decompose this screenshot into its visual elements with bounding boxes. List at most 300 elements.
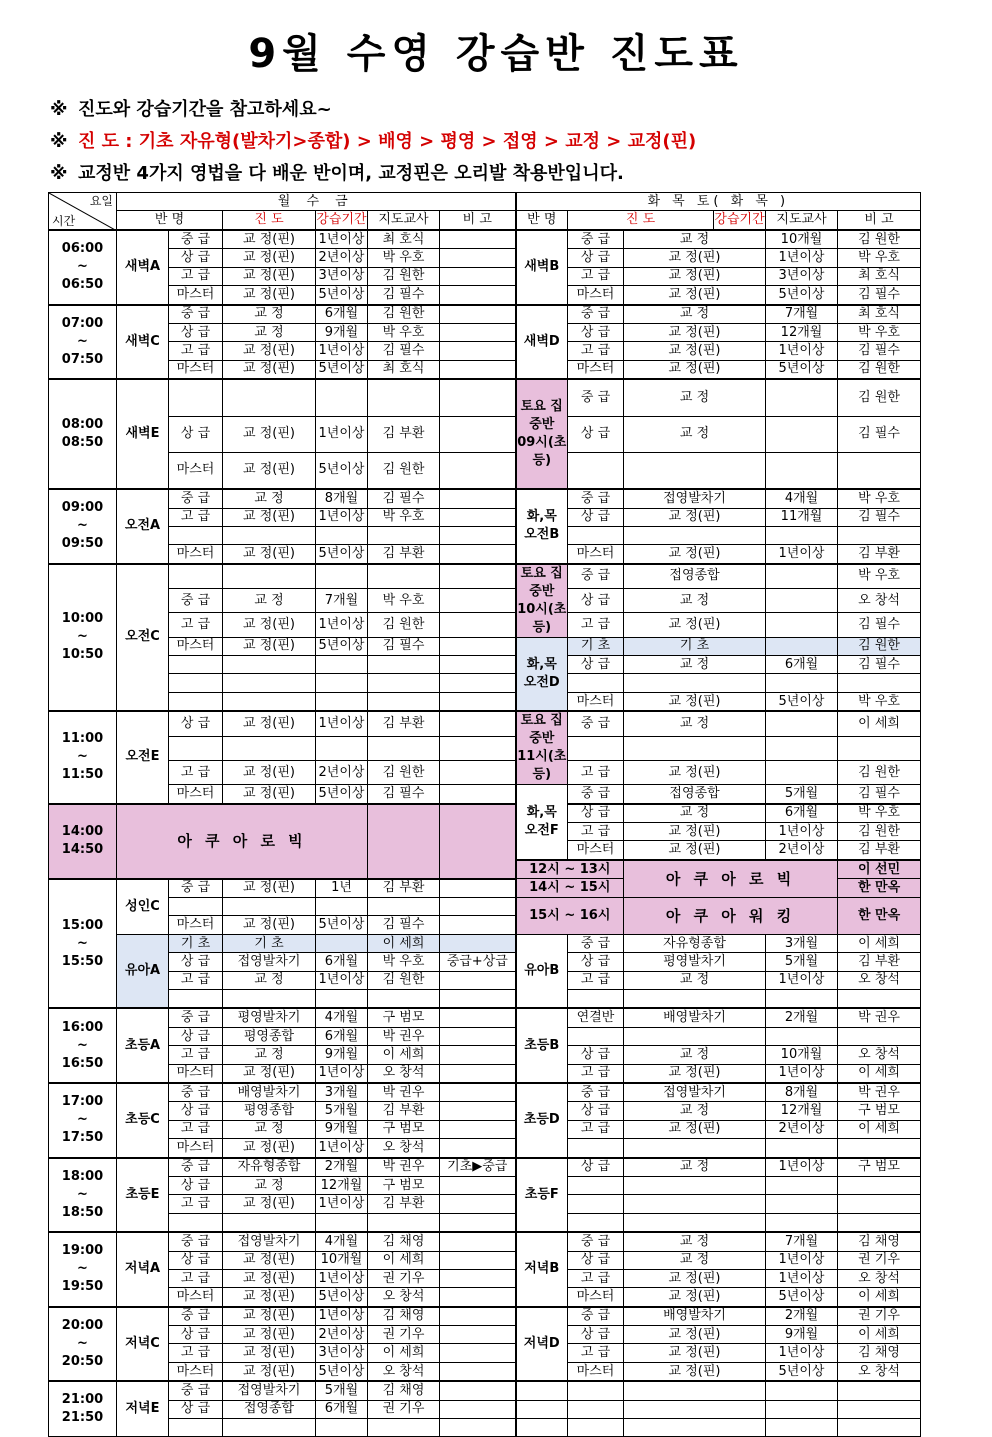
left-progress: 교 정(핀) xyxy=(223,230,316,249)
time-slot xyxy=(49,1008,117,1083)
table-row xyxy=(49,1176,921,1194)
left-teacher: 이 세희 xyxy=(368,1046,440,1064)
teacher-cell xyxy=(368,804,440,879)
col-period: 강습기간 xyxy=(316,211,368,230)
right-period: 1년이상 xyxy=(766,1251,838,1269)
left-level: 중 급 xyxy=(169,489,223,508)
left-progress: 교 정(핀) xyxy=(223,1064,316,1083)
time-slot xyxy=(49,879,117,1009)
right-period xyxy=(766,1213,838,1232)
time-slot-line: 11:00 xyxy=(61,731,104,747)
right-teacher: 김 원한 xyxy=(838,760,921,784)
left-progress: 교 정 xyxy=(223,489,316,508)
left-progress: 교 정 xyxy=(223,971,316,989)
aquarobic-left: 아 쿠 아 로 빅 xyxy=(117,804,368,879)
right-period: 11개월 xyxy=(766,508,838,526)
right-progress: 교 정 xyxy=(624,1232,766,1251)
left-progress: 교 정(핀) xyxy=(223,545,316,564)
right-period: 1년이상 xyxy=(766,1158,838,1177)
table-row xyxy=(49,1362,921,1381)
right-progress: 교 정 xyxy=(624,971,766,989)
left-note xyxy=(440,1083,516,1102)
right-level: 고 급 xyxy=(568,971,624,989)
time-slot-line: ~ xyxy=(77,935,88,951)
table-row xyxy=(49,508,921,526)
left-teacher: 오 창석 xyxy=(368,1288,440,1307)
right-progress: 교 정(핀) xyxy=(624,613,766,637)
right-teacher xyxy=(838,990,921,1009)
right-teacher: 김 원한 xyxy=(838,379,921,416)
left-level: 마스터 xyxy=(169,1288,223,1307)
col-progress: 진 도 xyxy=(223,211,316,230)
left-level xyxy=(169,656,223,674)
left-level xyxy=(169,736,223,760)
right-level: 상 급 xyxy=(568,1046,624,1064)
left-level: 상 급 xyxy=(169,249,223,267)
left-level: 중 급 xyxy=(169,1232,223,1251)
time-slot xyxy=(49,305,117,380)
right-period: 1년이상 xyxy=(766,342,838,360)
right-level xyxy=(568,1176,624,1194)
time-slot-line: 06:50 xyxy=(61,277,104,293)
left-teacher: 구 범모 xyxy=(368,1120,440,1138)
table-row xyxy=(49,1158,921,1177)
left-note xyxy=(440,934,516,952)
class-name: 초등E xyxy=(117,1158,169,1233)
table-row xyxy=(49,489,921,508)
left-progress: 교 정 xyxy=(223,1046,316,1064)
right-period xyxy=(766,1381,838,1400)
left-teacher: 김 채영 xyxy=(368,1381,440,1400)
class-name: 초등A xyxy=(117,1008,169,1083)
left-period: 1년이상 xyxy=(316,711,368,736)
left-note xyxy=(440,736,516,760)
left-period xyxy=(316,934,368,952)
right-teacher: 김 부환 xyxy=(838,841,921,860)
left-level: 마스터 xyxy=(169,1362,223,1381)
sat-class-11-line: 11시(초등) xyxy=(517,749,567,783)
left-period: 9개월 xyxy=(316,1120,368,1138)
class-name: 새벽B xyxy=(516,230,568,305)
time-slot-line: 10:00 xyxy=(61,611,104,627)
left-note xyxy=(440,360,516,379)
right-level: 고 급 xyxy=(568,1120,624,1138)
left-progress: 접영발차기 xyxy=(223,1232,316,1251)
right-teacher: 오 창석 xyxy=(838,1269,921,1287)
left-teacher: 김 부환 xyxy=(368,545,440,564)
left-period: 10개월 xyxy=(316,1251,368,1269)
right-level: 고 급 xyxy=(568,760,624,784)
left-progress xyxy=(223,1419,316,1437)
right-level: 중 급 xyxy=(568,1232,624,1251)
note-1 xyxy=(50,95,332,121)
right-teacher xyxy=(838,1213,921,1232)
left-note xyxy=(440,230,516,249)
right-progress: 교 정(핀) xyxy=(624,1344,766,1362)
table-row xyxy=(49,452,921,489)
class-name-line: 화,목 xyxy=(526,509,557,525)
right-level: 기 초 xyxy=(568,637,624,655)
left-note xyxy=(440,898,516,916)
left-progress: 교 정 xyxy=(223,1176,316,1194)
right-level: 상 급 xyxy=(568,589,624,613)
left-note xyxy=(440,1195,516,1213)
table-row xyxy=(49,1027,921,1045)
page-title: 9월 수영 강습반 진도표 xyxy=(248,31,744,77)
right-period xyxy=(766,1139,838,1158)
right-level: 상 급 xyxy=(568,1326,624,1344)
left-note xyxy=(440,760,516,784)
right-period: 5년이상 xyxy=(766,1362,838,1381)
time-slot-line: ~ xyxy=(77,1037,88,1053)
right-teacher xyxy=(838,1419,921,1437)
left-teacher xyxy=(368,898,440,916)
right-teacher: 김 필수 xyxy=(838,613,921,637)
right-progress xyxy=(624,1419,766,1437)
right-progress: 교 정(핀) xyxy=(624,249,766,267)
left-progress: 교 정(핀) xyxy=(223,879,316,898)
class-name: 저녁A xyxy=(117,1232,169,1307)
left-period: 1년이상 xyxy=(316,230,368,249)
left-progress: 교 정(핀) xyxy=(223,785,316,804)
table-row xyxy=(49,1381,921,1400)
right-period: 1년이상 xyxy=(766,823,838,841)
left-progress: 교 정(핀) xyxy=(223,1344,316,1362)
class-name-line: 화,목 xyxy=(526,656,557,672)
right-teacher: 이 세희 xyxy=(838,1120,921,1138)
right-level: 상 급 xyxy=(568,416,624,452)
left-teacher: 김 부환 xyxy=(368,1195,440,1213)
left-period xyxy=(316,692,368,711)
time-slot-line: 15:00 xyxy=(61,917,104,933)
right-period xyxy=(766,564,838,589)
right-teacher: 이 세희 xyxy=(838,711,921,736)
right-teacher: 박 우호 xyxy=(838,323,921,341)
right-period xyxy=(766,760,838,784)
left-note xyxy=(440,1269,516,1287)
right-progress: 배영발차기 xyxy=(624,1008,766,1027)
class-name: 저녁E xyxy=(117,1381,169,1437)
right-teacher: 김 부환 xyxy=(838,953,921,971)
right-progress: 교 정(핀) xyxy=(624,1064,766,1083)
right-progress: 배영발차기 xyxy=(624,1307,766,1326)
right-level: 고 급 xyxy=(568,1064,624,1083)
right-period: 5개월 xyxy=(766,953,838,971)
left-period xyxy=(316,736,368,760)
col-progress-r: 진 도 xyxy=(568,211,714,230)
bullet-star: ※ xyxy=(50,99,68,120)
left-period: 5년이상 xyxy=(316,1288,368,1307)
left-days-header: 월 수 금 xyxy=(117,193,516,211)
left-period: 3년이상 xyxy=(316,267,368,285)
left-progress: 교 정(핀) xyxy=(223,267,316,285)
class-name: 새벽C xyxy=(117,305,169,380)
left-level xyxy=(169,379,223,416)
left-level: 상 급 xyxy=(169,323,223,341)
right-teacher: 구 범모 xyxy=(838,1158,921,1177)
left-progress: 교 정(핀) xyxy=(223,916,316,934)
right-teacher xyxy=(838,1139,921,1158)
right-level xyxy=(568,1213,624,1232)
right-level: 중 급 xyxy=(568,1307,624,1326)
class-name: 오전E xyxy=(117,711,169,803)
right-teacher: 최 호식 xyxy=(838,305,921,324)
right-level: 연결반 xyxy=(568,1008,624,1027)
right-level: 중 급 xyxy=(568,305,624,324)
time-slot xyxy=(49,1083,117,1158)
time-slot xyxy=(49,711,117,803)
left-note xyxy=(440,1381,516,1400)
right-level: 중 급 xyxy=(568,564,624,589)
left-progress xyxy=(223,692,316,711)
left-teacher: 김 원한 xyxy=(368,613,440,637)
right-level: 상 급 xyxy=(568,953,624,971)
right-period: 7개월 xyxy=(766,1232,838,1251)
right-level xyxy=(568,526,624,544)
left-period: 5년이상 xyxy=(316,545,368,564)
left-period xyxy=(316,898,368,916)
sat-class-11-line: 토요 집중반 xyxy=(520,713,563,747)
right-teacher: 박 우호 xyxy=(838,489,921,508)
right-period: 7개월 xyxy=(766,305,838,324)
left-note xyxy=(440,990,516,1009)
right-period xyxy=(766,613,838,637)
left-note xyxy=(440,711,516,736)
table-row xyxy=(49,934,921,952)
right-period: 10개월 xyxy=(766,230,838,249)
left-teacher: 오 창석 xyxy=(368,1362,440,1381)
aqua-time-3: 15시 ~ 16시 xyxy=(516,898,624,935)
left-teacher: 박 권우 xyxy=(368,1027,440,1045)
left-teacher: 김 부환 xyxy=(368,879,440,898)
left-level xyxy=(169,564,223,589)
right-progress: 교 정(핀) xyxy=(624,1362,766,1381)
left-teacher: 박 우호 xyxy=(368,323,440,341)
left-note xyxy=(440,545,516,564)
table-row xyxy=(49,1251,921,1269)
right-level: 마스터 xyxy=(568,692,624,711)
right-period: 1년이상 xyxy=(766,249,838,267)
left-period xyxy=(316,379,368,416)
left-note xyxy=(440,692,516,711)
col-teacher-r: 지도교사 xyxy=(766,211,838,230)
right-period xyxy=(766,674,838,692)
left-level: 기 초 xyxy=(169,934,223,952)
left-level: 마스터 xyxy=(169,360,223,379)
left-period: 1년이상 xyxy=(316,613,368,637)
right-progress xyxy=(624,452,766,489)
note-3-text: 교정반 4가지 영법을 다 배운 반이며, 교정핀은 오리발 착용반입니다. xyxy=(78,163,624,184)
right-level: 고 급 xyxy=(568,613,624,637)
left-progress xyxy=(223,656,316,674)
right-progress: 접영종합 xyxy=(624,785,766,804)
left-note xyxy=(440,879,516,898)
left-progress: 교 정(핀) xyxy=(223,1288,316,1307)
table-row xyxy=(49,342,921,360)
table-row xyxy=(49,305,921,324)
right-progress: 접영종합 xyxy=(624,564,766,589)
left-progress: 교 정(핀) xyxy=(223,360,316,379)
left-note xyxy=(440,971,516,989)
time-slot-line: 18:50 xyxy=(61,1204,104,1220)
bullet-star: ※ xyxy=(50,163,68,184)
left-progress: 교 정(핀) xyxy=(223,613,316,637)
class-name: 초등D xyxy=(516,1083,568,1158)
left-period: 5년이상 xyxy=(316,637,368,655)
left-note xyxy=(440,916,516,934)
right-period: 1년이상 xyxy=(766,1344,838,1362)
left-teacher: 이 세희 xyxy=(368,1344,440,1362)
left-note xyxy=(440,637,516,655)
left-teacher: 김 필수 xyxy=(368,785,440,804)
left-level: 마스터 xyxy=(169,1139,223,1158)
class-name: 저녁B xyxy=(516,1232,568,1307)
left-progress: 교 정 xyxy=(223,1120,316,1138)
left-period: 9개월 xyxy=(316,1046,368,1064)
left-progress: 배영발차기 xyxy=(223,1083,316,1102)
left-period: 5년이상 xyxy=(316,785,368,804)
class-name-line: 오전B xyxy=(524,527,560,543)
time-slot-line: 20:00 xyxy=(61,1317,104,1333)
left-progress: 평영발차기 xyxy=(223,1008,316,1027)
left-progress xyxy=(223,674,316,692)
left-note xyxy=(440,1064,516,1083)
time-slot-line: 09:00 xyxy=(61,500,104,516)
left-note xyxy=(440,305,516,324)
right-progress: 교 정 xyxy=(624,656,766,674)
col-period-r: 강습기간 xyxy=(714,211,766,230)
right-level: 중 급 xyxy=(568,934,624,952)
right-progress: 교 정 xyxy=(624,379,766,416)
left-period: 1년이상 xyxy=(316,1307,368,1326)
right-progress: 교 정 xyxy=(624,416,766,452)
left-note xyxy=(440,589,516,613)
time-slot-line: 17:00 xyxy=(61,1094,104,1110)
table-row xyxy=(49,564,921,589)
time-slot xyxy=(49,1158,117,1233)
right-teacher: 구 범모 xyxy=(838,1102,921,1120)
class-name-line: 화,목 xyxy=(526,805,557,821)
left-progress: 교 정(핀) xyxy=(223,286,316,305)
right-teacher: 김 필수 xyxy=(838,286,921,305)
left-level: 마스터 xyxy=(169,545,223,564)
left-period: 6개월 xyxy=(316,1400,368,1418)
left-progress xyxy=(223,1213,316,1232)
right-period: 2개월 xyxy=(766,1307,838,1326)
schedule-body xyxy=(49,193,921,1437)
class-name: 유아A xyxy=(117,934,169,1008)
time-slot xyxy=(49,489,117,564)
left-period: 1년이상 xyxy=(316,1064,368,1083)
right-progress: 교 정 xyxy=(624,1102,766,1120)
class-name: 새벽A xyxy=(117,230,169,305)
left-period: 6개월 xyxy=(316,1027,368,1045)
left-period: 4개월 xyxy=(316,1008,368,1027)
right-level xyxy=(568,674,624,692)
left-teacher xyxy=(368,1213,440,1232)
left-level: 상 급 xyxy=(169,1027,223,1045)
corner-cell xyxy=(49,193,117,231)
right-teacher: 김 원한 xyxy=(838,230,921,249)
right-progress xyxy=(624,1139,766,1158)
left-progress: 교 정(핀) xyxy=(223,760,316,784)
time-slot-line: 07:00 xyxy=(61,315,104,331)
left-note xyxy=(440,452,516,489)
left-note xyxy=(440,267,516,285)
sat-class-10 xyxy=(516,564,568,638)
left-teacher: 이 세희 xyxy=(368,934,440,952)
table-row xyxy=(49,637,921,655)
right-progress: 교 정(핀) xyxy=(624,760,766,784)
left-period xyxy=(316,656,368,674)
left-period: 1년이상 xyxy=(316,1195,368,1213)
left-period xyxy=(316,1213,368,1232)
left-progress: 교 정(핀) xyxy=(223,452,316,489)
time-label: 시간 xyxy=(52,214,76,228)
left-level: 마스터 xyxy=(169,785,223,804)
left-note xyxy=(440,489,516,508)
table-row xyxy=(49,804,921,823)
table-row xyxy=(49,267,921,285)
time-slot-line: 19:00 xyxy=(61,1243,104,1259)
table-row xyxy=(49,1344,921,1362)
left-progress xyxy=(223,898,316,916)
left-progress: 접영발차기 xyxy=(223,953,316,971)
note-3 xyxy=(50,159,624,185)
left-progress: 평영종합 xyxy=(223,1102,316,1120)
left-period: 12개월 xyxy=(316,1176,368,1194)
left-progress xyxy=(223,736,316,760)
right-period: 2년이상 xyxy=(766,1120,838,1138)
right-level: 마스터 xyxy=(568,841,624,860)
left-period: 3개월 xyxy=(316,1083,368,1102)
right-level xyxy=(568,1027,624,1045)
right-teacher: 김 채영 xyxy=(838,1232,921,1251)
time-slot-line: 08:00 xyxy=(61,417,104,433)
class-name: 저녁C xyxy=(117,1307,169,1382)
left-level: 중 급 xyxy=(169,1381,223,1400)
time-slot xyxy=(49,1307,117,1382)
left-teacher: 김 채영 xyxy=(368,1307,440,1326)
table-row xyxy=(49,613,921,637)
right-teacher xyxy=(838,1176,921,1194)
left-note xyxy=(440,1288,516,1307)
left-progress: 교 정(핀) xyxy=(223,1307,316,1326)
left-teacher xyxy=(368,692,440,711)
table-row xyxy=(49,589,921,613)
left-note xyxy=(440,508,516,526)
left-level: 상 급 xyxy=(169,1400,223,1418)
note-cell xyxy=(440,804,516,879)
right-teacher: 김 채영 xyxy=(838,1344,921,1362)
left-note xyxy=(440,1419,516,1437)
class-name: 성인C xyxy=(117,879,169,935)
left-teacher: 오 창석 xyxy=(368,1139,440,1158)
left-progress: 교 정 xyxy=(223,323,316,341)
left-teacher: 김 부환 xyxy=(368,711,440,736)
right-progress: 교 정(핀) xyxy=(624,508,766,526)
left-teacher: 박 권우 xyxy=(368,1083,440,1102)
right-level xyxy=(568,1139,624,1158)
left-progress: 접영종합 xyxy=(223,1400,316,1418)
time-slot-line: ~ xyxy=(77,1261,88,1277)
right-progress xyxy=(624,1381,766,1400)
time-slot-line: 17:50 xyxy=(61,1130,104,1146)
left-progress: 접영발차기 xyxy=(223,1381,316,1400)
right-progress: 교 정 xyxy=(624,1251,766,1269)
left-period xyxy=(316,1419,368,1437)
right-progress: 교 정(핀) xyxy=(624,1326,766,1344)
